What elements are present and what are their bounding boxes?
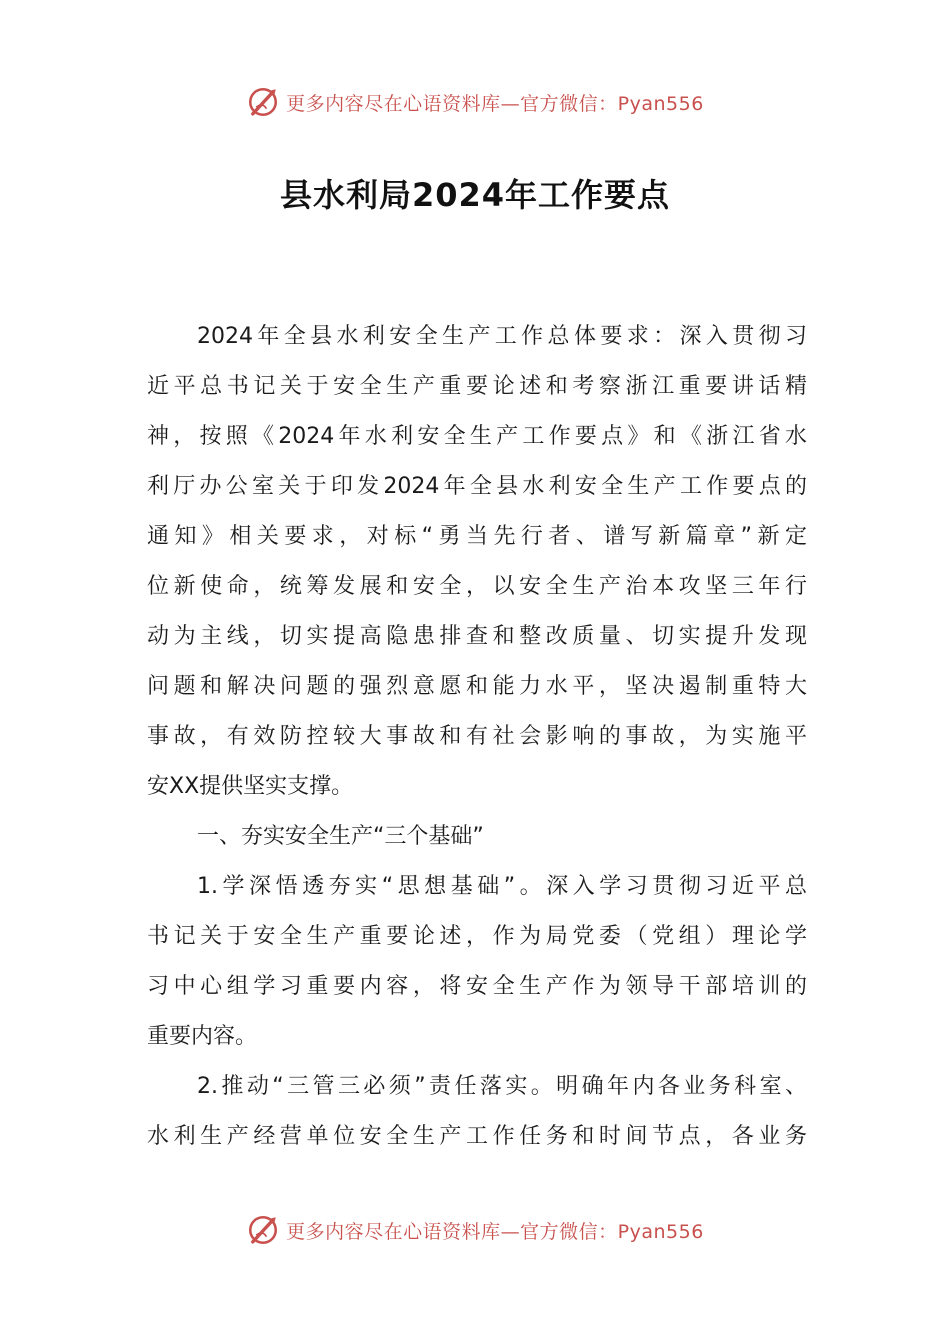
paragraph-summary xyxy=(147,312,807,812)
pen-logo-icon xyxy=(246,85,280,119)
text-line: 重要内容。 xyxy=(147,1024,258,1049)
text-line: 动为主线，切实提高隐患排查和整改质量、切实提升发现 xyxy=(147,624,807,649)
text-line: 习中心组学习重要内容，将安全生产作为领导干部培训的 xyxy=(147,974,807,999)
text-line: 水利生产经营单位安全生产工作任务和时间节点，各业务 xyxy=(147,1124,807,1149)
text-line: 安XX提供坚实支撑。 xyxy=(147,774,354,799)
text-line: 2024年全县水利安全生产工作总体要求：深入贯彻习 xyxy=(197,324,807,349)
watermark-text: 更多内容尽在心语资料库—官方微信：Pyan556 xyxy=(286,92,704,115)
text-line: 事故，有效防控较大事故和有社会影响的事故，为实施平 xyxy=(147,724,807,749)
watermark-header xyxy=(0,82,950,122)
text-line: 通知》相关要求，对标“勇当先行者、谱写新篇章”新定 xyxy=(147,524,807,549)
text-line: 一、夯实安全生产“三个基础” xyxy=(197,824,484,849)
paragraph-item-2 xyxy=(147,1062,807,1162)
section-heading xyxy=(147,812,807,862)
text-line: 1.学深悟透夯实“思想基础”。深入学习贯彻习近平总 xyxy=(197,874,807,899)
document-title: 县水利局2024年工作要点 xyxy=(279,176,671,214)
watermark-footer xyxy=(0,1210,950,1250)
watermark-text: 更多内容尽在心语资料库—官方微信：Pyan556 xyxy=(286,1220,704,1243)
text-line: 位新使命，统筹发展和安全，以安全生产治本攻坚三年行 xyxy=(147,574,807,599)
text-line: 2.推动“三管三必须”责任落实。明确年内各业务科室、 xyxy=(197,1074,807,1099)
document-body xyxy=(147,312,807,1162)
paragraph-item-1 xyxy=(147,862,807,1062)
text-line: 问题和解决问题的强烈意愿和能力水平，坚决遏制重特大 xyxy=(147,674,807,699)
text-line: 近平总书记关于安全生产重要论述和考察浙江重要讲话精 xyxy=(147,374,807,399)
text-line: 书记关于安全生产重要论述，作为局党委（党组）理论学 xyxy=(147,924,807,949)
text-line: 神，按照《2024年水利安全生产工作要点》和《浙江省水 xyxy=(147,424,807,449)
pen-logo-icon xyxy=(246,1213,280,1247)
text-line: 利厅办公室关于印发2024年全县水利安全生产工作要点的 xyxy=(147,474,807,499)
